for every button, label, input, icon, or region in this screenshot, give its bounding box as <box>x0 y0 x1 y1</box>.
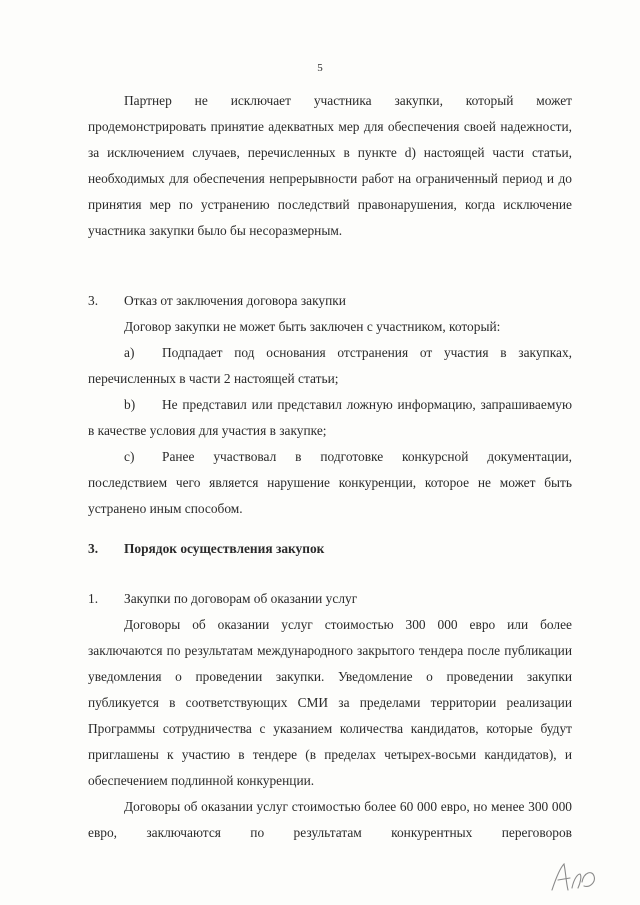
section-refusal-number: 3. <box>88 293 99 308</box>
page-number: 5 <box>317 62 323 74</box>
section-services-title: Закупки по договорам об оказании услуг <box>124 591 358 606</box>
section-procedure-heading <box>88 536 572 562</box>
section-refusal <box>88 288 572 522</box>
section-procedure <box>88 536 572 562</box>
list-item-c <box>88 444 572 522</box>
section-services-paragraph-1: Договоры об оказании услуг стоимостью 300 000 евро или более заключаются по результатам международного закрытого тендера после публикации уведомления о проведении закупки. Уведомление о проведении закупки публикуется в соответствующих СМИ за пределами территории реализации Программы сотрудничества с указанием количества кандидатов, которые будут приглашены к участию в тендере (в пределах четырех-восьми кандидатов), и обеспечением подлинной конкуренции. <box>88 617 572 788</box>
section-procedure-number: 3. <box>88 541 99 556</box>
section-services-number: 1. <box>88 591 99 606</box>
section-services-paragraph-2: Договоры об оказании услуг стоимостью более 60 000 евро, но менее 300 000 евро, заключаются по результатам конкурентных переговоров <box>88 799 572 840</box>
section-services <box>88 586 572 846</box>
paragraph-partner: Партнер не исключает участника закупки, который может продемонстрировать принятие адекватных мер для обеспечения своей надежности, за исключением случаев, перечисленных в пункте d) настоящей части статьи, необходимых для обеспечения непрерывности работ на ограниченный период и до принятия мер по устранению последствий правонарушения, когда исключение участника закупки было бы несоразмерным. <box>88 93 572 238</box>
paragraph-partner-block <box>88 88 572 244</box>
list-item-b-text: Не представил или представил ложную информацию, запрашиваемую в качестве условия для участия в закупке; <box>88 397 572 438</box>
list-item-c-text: Ранее участвовал в подготовке конкурсной документации, последствием чего является нарушение конкуренции, которое не может быть устранено иным способом. <box>88 449 572 516</box>
list-item-b-mark: b) <box>124 397 136 412</box>
section-refusal-heading <box>88 288 572 314</box>
section-refusal-title: Отказ от заключения договора закупки <box>124 293 346 308</box>
handwritten-initials <box>548 860 600 894</box>
section-procedure-title: Порядок осуществления закупок <box>124 541 325 556</box>
list-item-a <box>88 340 572 392</box>
section-services-heading <box>88 586 572 612</box>
list-item-a-text: Подпадает под основания отстранения от участия в закупках, перечисленных в части 2 настоящей статьи; <box>88 345 572 386</box>
list-item-c-mark: c) <box>124 449 135 464</box>
list-item-a-mark: a) <box>124 345 135 360</box>
section-refusal-intro: Договор закупки не может быть заключен с участником, который: <box>124 319 501 334</box>
list-item-b <box>88 392 572 444</box>
